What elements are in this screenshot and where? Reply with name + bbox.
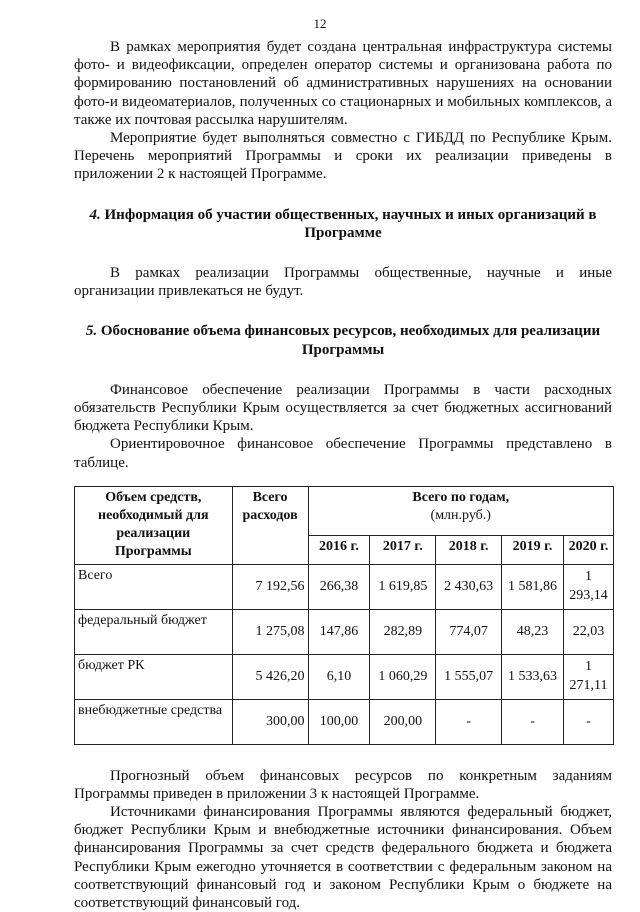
year-value: 282,89 bbox=[370, 609, 436, 654]
year-header: 2019 г. bbox=[502, 535, 564, 564]
year-value: 48,23 bbox=[502, 609, 564, 654]
row-label: Всего bbox=[75, 564, 233, 609]
row-label: федеральный бюджет bbox=[75, 609, 233, 654]
year-value: 2 430,63 bbox=[436, 564, 502, 609]
year-value: 1 619,85 bbox=[370, 564, 436, 609]
table-row bbox=[75, 564, 614, 609]
header-volume: Объем средств, необходимый для реализации Программы bbox=[75, 486, 233, 564]
year-value: - bbox=[436, 699, 502, 744]
year-header: 2018 г. bbox=[436, 535, 502, 564]
header-total: Всего расходов bbox=[232, 486, 308, 564]
year-value: 1 293,14 bbox=[564, 564, 614, 609]
year-header: 2017 г. bbox=[370, 535, 436, 564]
section-title: Обоснование объема финансовых ресурсов, необходимых для реализации Программы bbox=[100, 323, 601, 358]
section-heading-5 bbox=[74, 322, 612, 358]
year-value: 200,00 bbox=[370, 699, 436, 744]
header-years-title: Всего по годам, bbox=[412, 489, 510, 505]
year-value: 774,07 bbox=[436, 609, 502, 654]
year-header: 2020 г. bbox=[564, 535, 614, 564]
row-label: бюджет РК bbox=[75, 654, 233, 699]
page-number: 12 bbox=[313, 16, 327, 31]
year-value: 1 060,29 bbox=[370, 654, 436, 699]
paragraph: Финансовое обеспечение реализации Программы в части расходных обязательств Республики Крым осуществляется за счет бюджетных ассигнований бюджета Республики Крым. bbox=[74, 381, 612, 435]
year-value: 1 533,63 bbox=[502, 654, 564, 699]
year-value: 1 581,86 bbox=[502, 564, 564, 609]
row-total: 7 192,56 bbox=[232, 564, 308, 609]
paragraph: Мероприятие будет выполняться совместно с ГИБДД по Республике Крым. Перечень мероприятий Программы и сроки их реализации приведены в приложении 2 к настоящей Программе. bbox=[74, 130, 612, 183]
header-years-unit: (млн.руб.) bbox=[430, 508, 491, 524]
section-heading-4 bbox=[74, 206, 612, 242]
table-row bbox=[75, 654, 614, 699]
financing-table bbox=[74, 486, 614, 745]
year-value: - bbox=[564, 699, 614, 744]
year-value: 100,00 bbox=[308, 699, 370, 744]
year-header: 2016 г. bbox=[308, 535, 370, 564]
year-value: 1 555,07 bbox=[436, 654, 502, 699]
paragraph: Прогнозный объем финансовых ресурсов по конкретным заданиям Программы приведен в приложении 3 к настоящей Программе. bbox=[74, 767, 612, 802]
document-body bbox=[74, 38, 612, 912]
paragraph: В рамках мероприятия будет создана центральная инфраструктура системы фото- и видеофиксации, определен оператор системы и организована работа по формированию постановлений об административных нарушениях на основании фото-и видеоматериалов, полученных со стационарных и мобильных комплексов, а также их почтовая рассылка нарушителям. bbox=[74, 39, 612, 128]
year-value: - bbox=[502, 699, 564, 744]
paragraph: Источниками финансирования Программы являются федеральный бюджет, бюджет Республики Крым и внебюджетные источники финансирования. Объем финансирования Программы за счет средств федерального бюджета и бюджета Республики Крым ежегодно уточняется в соответствии с федеральным законом на соответствующий финансовый год и законом Республики Крым о бюджете на соответствующий финансовый год. bbox=[74, 804, 612, 912]
year-value: 147,86 bbox=[308, 609, 370, 654]
row-total: 5 426,20 bbox=[232, 654, 308, 699]
table-row bbox=[75, 699, 614, 744]
table-row bbox=[75, 609, 614, 654]
header-years bbox=[308, 486, 614, 535]
year-value: 266,38 bbox=[308, 564, 370, 609]
section-number: 5. bbox=[85, 323, 98, 340]
paragraph: В рамках реализации Программы общественные, научные и иные организации привлекаться не будут. bbox=[74, 265, 612, 300]
table-body bbox=[75, 564, 614, 744]
section-number: 4. bbox=[89, 206, 101, 223]
paragraph: Ориентировочное финансовое обеспечение Программы представлено в таблице. bbox=[74, 436, 612, 471]
row-total: 300,00 bbox=[232, 699, 308, 744]
year-value: 22,03 bbox=[564, 609, 614, 654]
row-label: внебюджетные средства bbox=[75, 699, 233, 744]
year-value: 6,10 bbox=[308, 654, 370, 699]
year-value: 1 271,11 bbox=[564, 654, 614, 699]
row-total: 1 275,08 bbox=[232, 609, 308, 654]
section-title: Информация об участии общественных, научных и иных организаций в Программе bbox=[104, 206, 597, 241]
